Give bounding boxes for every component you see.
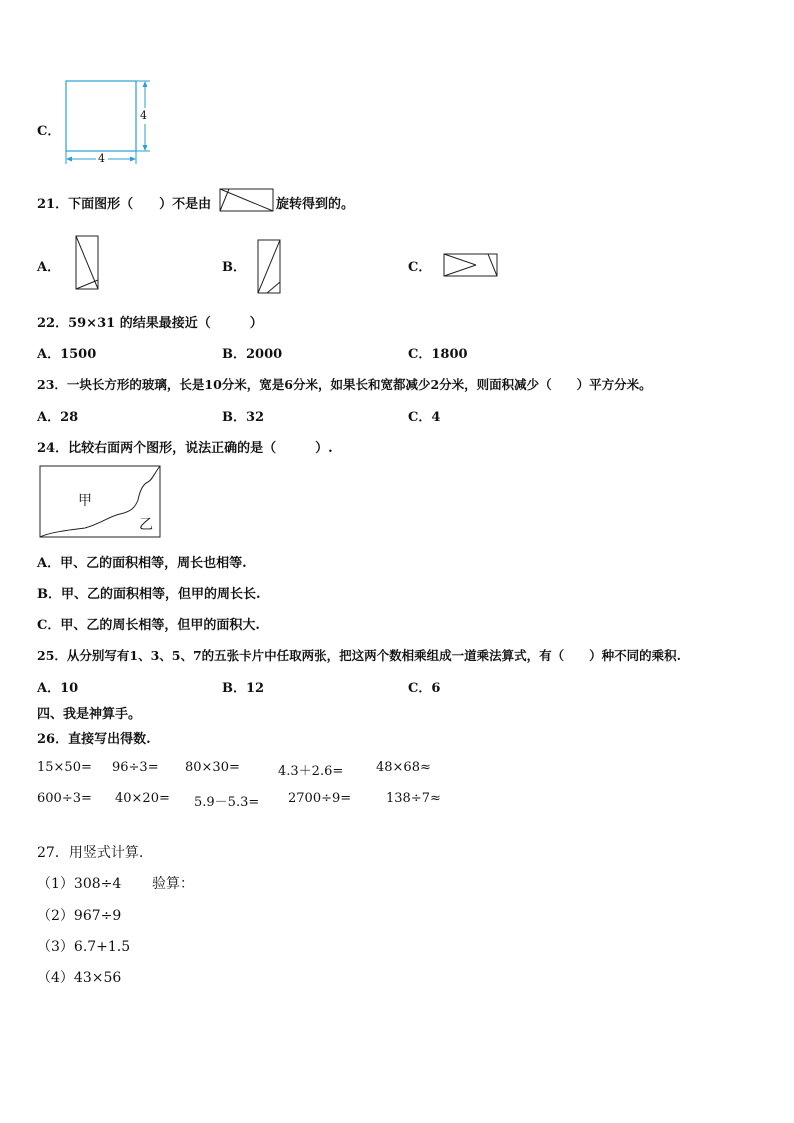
q22-option-c[interactable]: C．1800 <box>408 347 468 362</box>
q23-question: 23．一块长方形的玻璃，长是10分米，宽是6分米，如果长和宽都减少2分米，则面积减少（ ）平方分米。 <box>37 377 652 392</box>
q26-row2-item3: 5.9－5.3= <box>194 795 260 810</box>
q27-item2: （2）967÷9 <box>37 908 122 924</box>
q26-row1-item1: 15×50= <box>37 760 92 775</box>
q24-option-a[interactable]: A．甲、乙的面积相等，周长也相等. <box>37 556 247 571</box>
q26-row1-item2: 96÷3= <box>112 760 159 775</box>
q25-option-a[interactable]: A．10 <box>37 681 79 696</box>
q21-prefix: 21．下面图形（ ）不是由 <box>37 197 212 212</box>
q25-option-c[interactable]: C．6 <box>408 681 441 696</box>
q21-option-b[interactable]: B． <box>222 260 246 275</box>
q24-option-b[interactable]: B．甲、乙的面积相等，但甲的周长长. <box>37 587 261 602</box>
q22-question: 22．59×31 的结果最接近（ ） <box>37 316 263 331</box>
section4-title: 四、我是神算手。 <box>37 707 142 722</box>
q24-label-jia: 甲 <box>78 493 92 509</box>
q21-suffix: 旋转得到的。 <box>276 197 355 212</box>
q23-option-a[interactable]: A．28 <box>37 410 79 425</box>
q24-question: 24．比较右面两个图形，说法正确的是（ ）. <box>37 441 333 456</box>
q24-label-yi: 乙 <box>139 517 153 533</box>
q26-row2-item5: 138÷7≈ <box>386 791 441 806</box>
square-width-label: 4 <box>98 152 105 165</box>
q27-item3: （3）6.7+1.5 <box>37 939 131 955</box>
q25-question: 25．从分别写有1、3、5、7的五张卡片中任取两张，把这两个数相乘组成一道乘法算式，有（ ）种不同的乘积. <box>37 648 682 663</box>
q22-option-b[interactable]: B．2000 <box>222 347 283 362</box>
q26-row2-item2: 40×20= <box>115 791 170 806</box>
q21-option-c[interactable]: C． <box>408 260 432 275</box>
q26-title: 26．直接写出得数. <box>37 732 151 747</box>
q24-figure <box>0 0 794 560</box>
q23-option-b[interactable]: B．32 <box>222 410 265 425</box>
q26-row1-item5: 48×68≈ <box>376 760 431 775</box>
q22-option-a[interactable]: A．1500 <box>37 347 97 362</box>
q26-row1-item3: 80×30= <box>185 760 240 775</box>
q26-row1-item4: 4.3＋2.6= <box>278 764 344 779</box>
square-height-label: 4 <box>140 109 147 122</box>
q26-row2-item4: 2700÷9= <box>288 791 352 806</box>
q23-option-c[interactable]: C．4 <box>408 410 441 425</box>
q27-item1: （1）308÷4 <box>37 876 122 892</box>
q20-option-c-label[interactable]: C． <box>37 124 61 139</box>
q25-option-b[interactable]: B．12 <box>222 681 265 696</box>
q27-item4: （4）43×56 <box>37 970 122 986</box>
q27-check-label: 验算： <box>152 876 194 892</box>
q26-row2-item1: 600÷3= <box>37 791 92 806</box>
q24-option-c[interactable]: C．甲、乙的周长相等，但甲的面积大. <box>37 618 260 633</box>
q27-title: 27．用竖式计算. <box>37 845 144 861</box>
q21-option-a[interactable]: A． <box>37 260 61 275</box>
